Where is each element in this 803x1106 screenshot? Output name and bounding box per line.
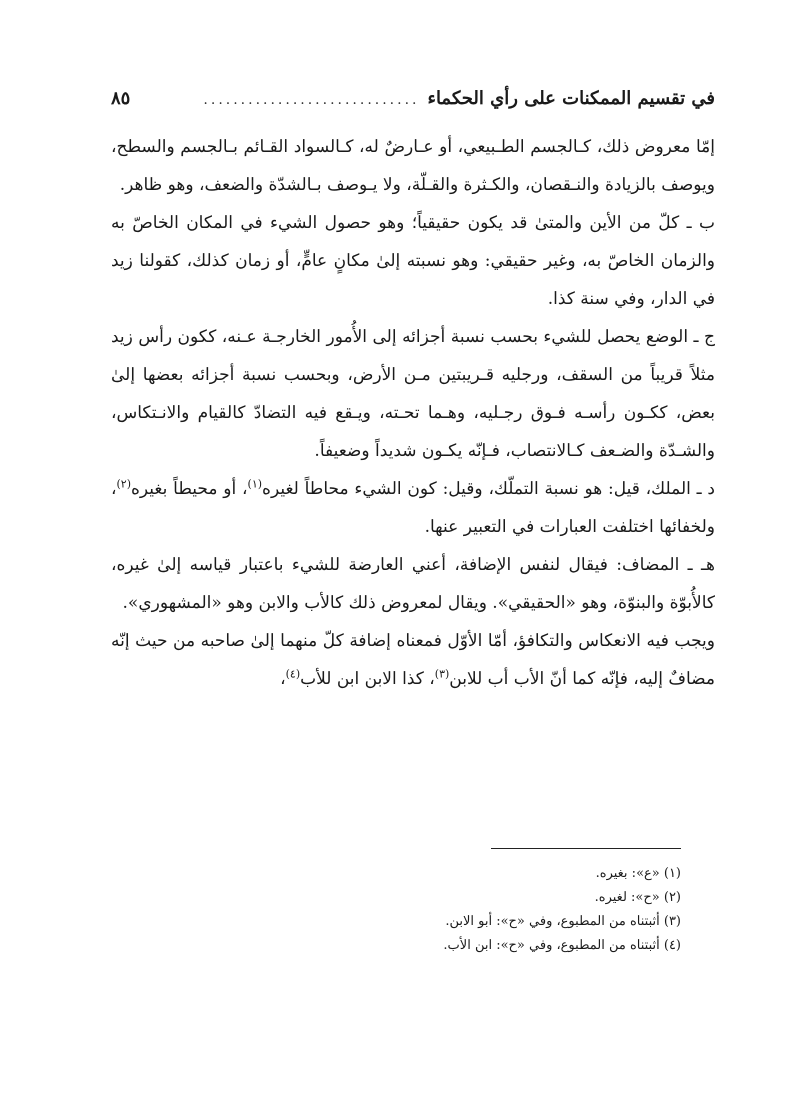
paragraph: هـ ـ المضاف: فيقال لنفس الإضافة، أعني العارضة للشيء باعتبار قياسه إلىٰ غيره، كالأُبوّة والبنوّة، وهو «الحقيقي». ويقال لمعروض ذلك كالأب والابن وهو «المشهوري». (111, 555, 715, 613)
paragraph: ب ـ كلّ من الأين والمتىٰ قد يكون حقيقياً؛ وهو حصول الشيء في المكان الخاصّ به والزمان الخاصّ به، وغير حقيقي: وهو نسبته إلىٰ مكانٍ عامٍّ، أو زمان كذلك، كقولنا زيد في الدار، وفي سنة كذا. (111, 213, 715, 309)
footnote-ref: (٣) (434, 667, 450, 681)
footnote-divider (491, 848, 681, 849)
footnotes (121, 862, 681, 958)
footnote-ref: (٤) (285, 667, 301, 681)
paragraph: ويجب فيه الانعكاس والتكافؤ، أمّا الأوّل فمعناه إضافة كلّ منهما إلىٰ صاحبه من حيث إنّه مضافٌ إليه، فإنّه كما أنّ الأب أب للابن$^{(٣)}$، كذا الابن ابن للأب$^{(٤)}$، (111, 631, 715, 689)
footnote: (١) «ع»: بغيره. (595, 866, 681, 881)
page-number: ٨٥ (111, 88, 131, 109)
body-text (111, 128, 715, 698)
leader-dots: ............................. (203, 92, 420, 108)
chapter-title: في تقسيم الممكنات على رأي الحكماء (427, 88, 715, 109)
footnote: (٤) أثبتناه من المطبوع، وفي «ح»: ابن الأب. (443, 938, 681, 953)
running-header (111, 88, 715, 124)
paragraph: د ـ الملك، قيل: هو نسبة التملّك، وقيل: كون الشيء محاطاً لغيره$^{(١)}$، أو محيطاً بغيره$^{(٢)}$، ولخفائها اختلفت العبارات في التعبير عنها. (111, 477, 715, 537)
paragraph: ج ـ الوضع يحصل للشيء بحسب نسبة أجزائه إلى الأُمور الخارجـة عـنه، ككون رأس زيد مثلاً قريباً من السقف، ورجليه قـريبتين مـن الأرض، وبحسب نسبة أجزائه بعضها إلىٰ بعض، ككـون رأسـه فـوق رجـليه، وهـما تحـته، ويـقع فيه التضادّ كالقيام والانـتكاس، والشـدّة والضـعف كـالانتصاب، فـإنّه يكـون شديداً وضعيفاً. (111, 327, 715, 461)
footnote: (٣) أثبتناه من المطبوع، وفي «ح»: أبو الابن. (445, 914, 681, 929)
footnote: (٢) «ح»: لغيره. (594, 890, 681, 905)
book-page (111, 88, 715, 698)
footnote-ref: (١) (247, 477, 263, 491)
paragraph: إمّا معروض ذلك، كـالجسم الطـبيعي، أو عـارضٌ له، كـالسواد القـائم بـالجسم والسطح، ويوصف بالزيادة والنـقصان، والكـثرة والقـلّة، ولا يـوصف بـالشدّة والضعف، وهو ظاهر. (111, 137, 715, 195)
footnote-ref: (٢) (116, 477, 132, 491)
